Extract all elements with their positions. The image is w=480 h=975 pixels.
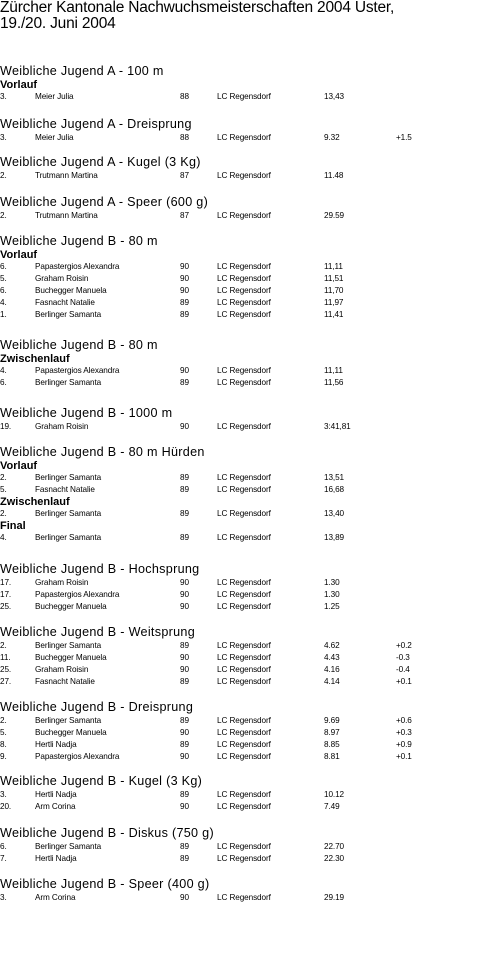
rank-cell: 20. xyxy=(0,801,12,811)
rank-cell: 17. xyxy=(0,589,12,599)
rank-cell: 17. xyxy=(0,578,12,587)
birth-year-cell: 89 xyxy=(180,790,189,799)
result-row xyxy=(0,841,480,853)
result-row xyxy=(0,589,480,601)
club-cell: LC Regensdorf xyxy=(217,133,271,142)
event-heading: Weibliche Jugend B - 80 m xyxy=(0,234,158,248)
athlete-name-cell: Berlinger Samanta xyxy=(35,641,102,650)
performance-cell: 22.30 xyxy=(324,853,344,863)
result-row xyxy=(0,789,480,801)
rank-cell: 5. xyxy=(0,727,7,737)
result-row xyxy=(0,801,480,813)
result-row xyxy=(0,853,480,865)
club-cell: LC Regensdorf xyxy=(217,790,271,799)
birth-year-cell: 89 xyxy=(180,484,189,494)
heat-label: Vorlauf xyxy=(0,460,38,472)
result-row xyxy=(0,892,480,904)
performance-cell: 8.81 xyxy=(324,751,340,761)
club-cell: LC Regensdorf xyxy=(217,664,271,674)
document-title-line1: Zürcher Kantonale Nachwuchsmeisterschaften 2004 Uster, xyxy=(0,0,395,16)
result-row xyxy=(0,532,480,544)
event-heading: Weibliche Jugend A - 100 m xyxy=(0,64,164,78)
performance-cell: 4.62 xyxy=(324,641,340,650)
result-row xyxy=(0,640,480,652)
performance-cell: 3:41,81 xyxy=(324,422,351,431)
heat-label: Zwischenlauf xyxy=(0,353,70,365)
club-cell: LC Regensdorf xyxy=(217,751,271,761)
club-cell: LC Regensdorf xyxy=(217,652,271,662)
result-row xyxy=(0,297,480,309)
rank-cell: 6. xyxy=(0,377,7,387)
birth-year-cell: 89 xyxy=(180,377,189,387)
performance-cell: 13,89 xyxy=(324,532,344,542)
performance-cell: 4.14 xyxy=(324,676,340,686)
document-title-line2: 19./20. Juni 2004 xyxy=(0,15,116,32)
athlete-name-cell: Buchegger Manuela xyxy=(35,601,107,611)
club-cell: LC Regensdorf xyxy=(217,285,271,295)
performance-cell: 11,51 xyxy=(324,273,344,283)
birth-year-cell: 89 xyxy=(180,641,189,650)
birth-year-cell: 89 xyxy=(180,297,189,307)
birth-year-cell: 89 xyxy=(180,676,189,686)
performance-cell: 29.59 xyxy=(324,211,344,220)
birth-year-cell: 88 xyxy=(180,133,189,142)
birth-year-cell: 89 xyxy=(180,473,189,482)
event-heading: Weibliche Jugend B - 1000 m xyxy=(0,406,173,420)
athlete-name-cell: Berlinger Samanta xyxy=(35,842,102,851)
result-row xyxy=(0,472,480,484)
result-row xyxy=(0,261,480,273)
birth-year-cell: 90 xyxy=(180,652,189,662)
result-row xyxy=(0,309,480,321)
event-heading: Weibliche Jugend B - Speer (400 g) xyxy=(0,877,210,891)
club-cell: LC Regensdorf xyxy=(217,366,271,375)
performance-cell: 11,97 xyxy=(324,297,344,307)
performance-cell: 13,43 xyxy=(324,92,344,101)
athlete-name-cell: Berlinger Samanta xyxy=(35,473,102,482)
club-cell: LC Regensdorf xyxy=(217,92,271,101)
rank-cell: 6. xyxy=(0,262,7,271)
result-row xyxy=(0,421,480,433)
athlete-name-cell: Fasnacht Natalie xyxy=(35,297,95,307)
event-heading: Weibliche Jugend A - Dreisprung xyxy=(0,117,192,131)
rank-cell: 3. xyxy=(0,133,7,142)
athlete-name-cell: Hertli Nadja xyxy=(35,790,77,799)
birth-year-cell: 90 xyxy=(180,578,189,587)
rank-cell: 2. xyxy=(0,508,7,518)
club-cell: LC Regensdorf xyxy=(217,532,271,542)
club-cell: LC Regensdorf xyxy=(217,739,271,749)
birth-year-cell: 90 xyxy=(180,285,189,295)
performance-cell: 8.97 xyxy=(324,727,340,737)
event-heading: Weibliche Jugend B - Dreisprung xyxy=(0,700,194,714)
rank-cell: 7. xyxy=(0,853,7,863)
result-row xyxy=(0,484,480,496)
birth-year-cell: 90 xyxy=(180,589,189,599)
birth-year-cell: 89 xyxy=(180,309,189,319)
athlete-name-cell: Meier Julia xyxy=(35,92,74,101)
performance-cell: 9.32 xyxy=(324,133,340,142)
club-cell: LC Regensdorf xyxy=(217,171,271,180)
rank-cell: 4. xyxy=(0,297,7,307)
result-row xyxy=(0,601,480,613)
result-row xyxy=(0,170,480,182)
performance-cell: 1.30 xyxy=(324,578,340,587)
birth-year-cell: 89 xyxy=(180,716,189,725)
rank-cell: 8. xyxy=(0,739,7,749)
performance-cell: 8.85 xyxy=(324,739,340,749)
performance-cell: 1.25 xyxy=(324,601,340,611)
result-row xyxy=(0,739,480,751)
club-cell: LC Regensdorf xyxy=(217,508,271,518)
club-cell: LC Regensdorf xyxy=(217,262,271,271)
birth-year-cell: 90 xyxy=(180,422,189,431)
performance-cell: 4.43 xyxy=(324,652,340,662)
athlete-name-cell: Berlinger Samanta xyxy=(35,716,102,725)
athlete-name-cell: Trutmann Martina xyxy=(35,171,98,180)
rank-cell: 3. xyxy=(0,893,7,902)
rank-cell: 3. xyxy=(0,790,7,799)
wind-cell: +0.6 xyxy=(396,716,412,725)
athlete-name-cell: Fasnacht Natalie xyxy=(35,676,95,686)
birth-year-cell: 90 xyxy=(180,273,189,283)
athlete-name-cell: Arm Corina xyxy=(35,801,76,811)
rank-cell: 11. xyxy=(0,652,11,662)
performance-cell: 22.70 xyxy=(324,842,344,851)
heat-label: Vorlauf xyxy=(0,79,38,91)
result-row xyxy=(0,664,480,676)
club-cell: LC Regensdorf xyxy=(217,601,271,611)
result-row xyxy=(0,285,480,297)
athlete-name-cell: Buchegger Manuela xyxy=(35,652,107,662)
performance-cell: 29.19 xyxy=(324,893,344,902)
performance-cell: 9.69 xyxy=(324,716,340,725)
event-heading: Weibliche Jugend B - Hochsprung xyxy=(0,562,200,576)
performance-cell: 11.48 xyxy=(324,171,344,180)
birth-year-cell: 90 xyxy=(180,751,189,761)
wind-cell: -0.4 xyxy=(396,664,410,674)
club-cell: LC Regensdorf xyxy=(217,676,271,686)
result-row xyxy=(0,676,480,688)
result-row xyxy=(0,132,480,144)
event-heading: Weibliche Jugend A - Kugel (3 Kg) xyxy=(0,155,201,169)
club-cell: LC Regensdorf xyxy=(217,893,271,902)
athlete-name-cell: Papastergios Alexandra xyxy=(35,366,120,375)
athlete-name-cell: Papastergios Alexandra xyxy=(35,262,120,271)
club-cell: LC Regensdorf xyxy=(217,853,271,863)
rank-cell: 2. xyxy=(0,641,7,650)
rank-cell: 6. xyxy=(0,842,7,851)
rank-cell: 2. xyxy=(0,473,7,482)
birth-year-cell: 89 xyxy=(180,739,189,749)
result-row xyxy=(0,210,480,222)
wind-cell: +0.2 xyxy=(396,641,412,650)
performance-cell: 11,41 xyxy=(324,309,344,319)
club-cell: LC Regensdorf xyxy=(217,641,271,650)
performance-cell: 13,51 xyxy=(324,473,344,482)
club-cell: LC Regensdorf xyxy=(217,297,271,307)
wind-cell: +0.1 xyxy=(396,751,412,761)
athlete-name-cell: Graham Roisin xyxy=(35,273,89,283)
athlete-name-cell: Fasnacht Natalie xyxy=(35,484,95,494)
performance-cell: 11,56 xyxy=(324,377,344,387)
birth-year-cell: 87 xyxy=(180,171,189,180)
result-row xyxy=(0,508,480,520)
heat-label: Zwischenlauf xyxy=(0,495,70,508)
heat-label: Final xyxy=(0,519,26,532)
rank-cell: 2. xyxy=(0,211,7,220)
wind-cell: +0.1 xyxy=(396,676,412,686)
athlete-name-cell: Berlinger Samanta xyxy=(35,309,102,319)
athlete-name-cell: Graham Roisin xyxy=(35,578,89,587)
club-cell: LC Regensdorf xyxy=(217,273,271,283)
athlete-name-cell: Berlinger Samanta xyxy=(35,532,102,542)
rank-cell: 5. xyxy=(0,484,7,494)
performance-cell: 4.16 xyxy=(324,664,340,674)
birth-year-cell: 90 xyxy=(180,601,189,611)
result-row xyxy=(0,273,480,285)
rank-cell: 2. xyxy=(0,171,7,180)
birth-year-cell: 89 xyxy=(180,508,189,518)
athlete-name-cell: Arm Corina xyxy=(35,893,76,902)
rank-cell: 2. xyxy=(0,716,7,725)
performance-cell: 11,11 xyxy=(324,366,343,375)
rank-cell: 9. xyxy=(0,751,7,761)
rank-cell: 27. xyxy=(0,676,12,686)
birth-year-cell: 90 xyxy=(180,262,189,271)
event-heading: Weibliche Jugend B - 80 m Hürden xyxy=(0,445,205,459)
club-cell: LC Regensdorf xyxy=(217,716,271,725)
birth-year-cell: 87 xyxy=(180,211,189,220)
birth-year-cell: 90 xyxy=(180,801,189,811)
result-row xyxy=(0,577,480,589)
result-row xyxy=(0,91,480,103)
club-cell: LC Regensdorf xyxy=(217,211,271,220)
performance-cell: 11,11 xyxy=(324,262,343,271)
birth-year-cell: 89 xyxy=(180,532,189,542)
birth-year-cell: 90 xyxy=(180,727,189,737)
club-cell: LC Regensdorf xyxy=(217,484,271,494)
athlete-name-cell: Berlinger Samanta xyxy=(35,508,102,518)
rank-cell: 25. xyxy=(0,664,12,674)
result-row xyxy=(0,715,480,727)
athlete-name-cell: Papastergios Alexandra xyxy=(35,751,120,761)
wind-cell: +1.5 xyxy=(396,133,412,142)
athlete-name-cell: Graham Roisin xyxy=(35,664,89,674)
result-row xyxy=(0,751,480,763)
birth-year-cell: 90 xyxy=(180,366,189,375)
club-cell: LC Regensdorf xyxy=(217,727,271,737)
heat-label: Vorlauf xyxy=(0,249,38,261)
athlete-name-cell: Buchegger Manuela xyxy=(35,727,107,737)
rank-cell: 19. xyxy=(0,422,12,431)
club-cell: LC Regensdorf xyxy=(217,473,271,482)
wind-cell: +0.3 xyxy=(396,727,412,737)
athlete-name-cell: Buchegger Manuela xyxy=(35,285,107,295)
club-cell: LC Regensdorf xyxy=(217,589,271,599)
rank-cell: 5. xyxy=(0,273,7,283)
birth-year-cell: 90 xyxy=(180,893,189,902)
athlete-name-cell: Trutmann Martina xyxy=(35,211,98,220)
club-cell: LC Regensdorf xyxy=(217,801,271,811)
club-cell: LC Regensdorf xyxy=(217,377,271,387)
event-heading: Weibliche Jugend B - Weitsprung xyxy=(0,625,196,639)
rank-cell: 4. xyxy=(0,532,7,542)
birth-year-cell: 88 xyxy=(180,92,189,101)
rank-cell: 25. xyxy=(0,601,12,611)
performance-cell: 10.12 xyxy=(324,790,344,799)
rank-cell: 1. xyxy=(0,309,7,319)
athlete-name-cell: Papastergios Alexandra xyxy=(35,589,120,599)
event-heading: Weibliche Jugend B - Kugel (3 Kg) xyxy=(0,774,203,788)
performance-cell: 11,70 xyxy=(324,285,344,295)
event-heading: Weibliche Jugend B - 80 m xyxy=(0,338,158,352)
performance-cell: 16,68 xyxy=(324,484,344,494)
club-cell: LC Regensdorf xyxy=(217,842,271,851)
performance-cell: 7.49 xyxy=(324,801,340,811)
event-heading: Weibliche Jugend A - Speer (600 g) xyxy=(0,195,209,209)
athlete-name-cell: Meier Julia xyxy=(35,133,74,142)
club-cell: LC Regensdorf xyxy=(217,422,271,431)
birth-year-cell: 89 xyxy=(180,853,189,863)
rank-cell: 6. xyxy=(0,285,7,295)
athlete-name-cell: Hertli Nadja xyxy=(35,739,77,749)
club-cell: LC Regensdorf xyxy=(217,578,271,587)
birth-year-cell: 89 xyxy=(180,842,189,851)
birth-year-cell: 90 xyxy=(180,664,189,674)
wind-cell: -0.3 xyxy=(396,652,410,662)
athlete-name-cell: Berlinger Samanta xyxy=(35,377,102,387)
result-row xyxy=(0,377,480,389)
result-row xyxy=(0,652,480,664)
result-row xyxy=(0,365,480,377)
result-row xyxy=(0,727,480,739)
performance-cell: 13,40 xyxy=(324,508,344,518)
athlete-name-cell: Hertli Nadja xyxy=(35,853,77,863)
club-cell: LC Regensdorf xyxy=(217,309,271,319)
rank-cell: 4. xyxy=(0,366,7,375)
performance-cell: 1.30 xyxy=(324,589,340,599)
event-heading: Weibliche Jugend B - Diskus (750 g) xyxy=(0,826,214,840)
rank-cell: 3. xyxy=(0,92,7,101)
wind-cell: +0.9 xyxy=(396,739,412,749)
athlete-name-cell: Graham Roisin xyxy=(35,422,89,431)
